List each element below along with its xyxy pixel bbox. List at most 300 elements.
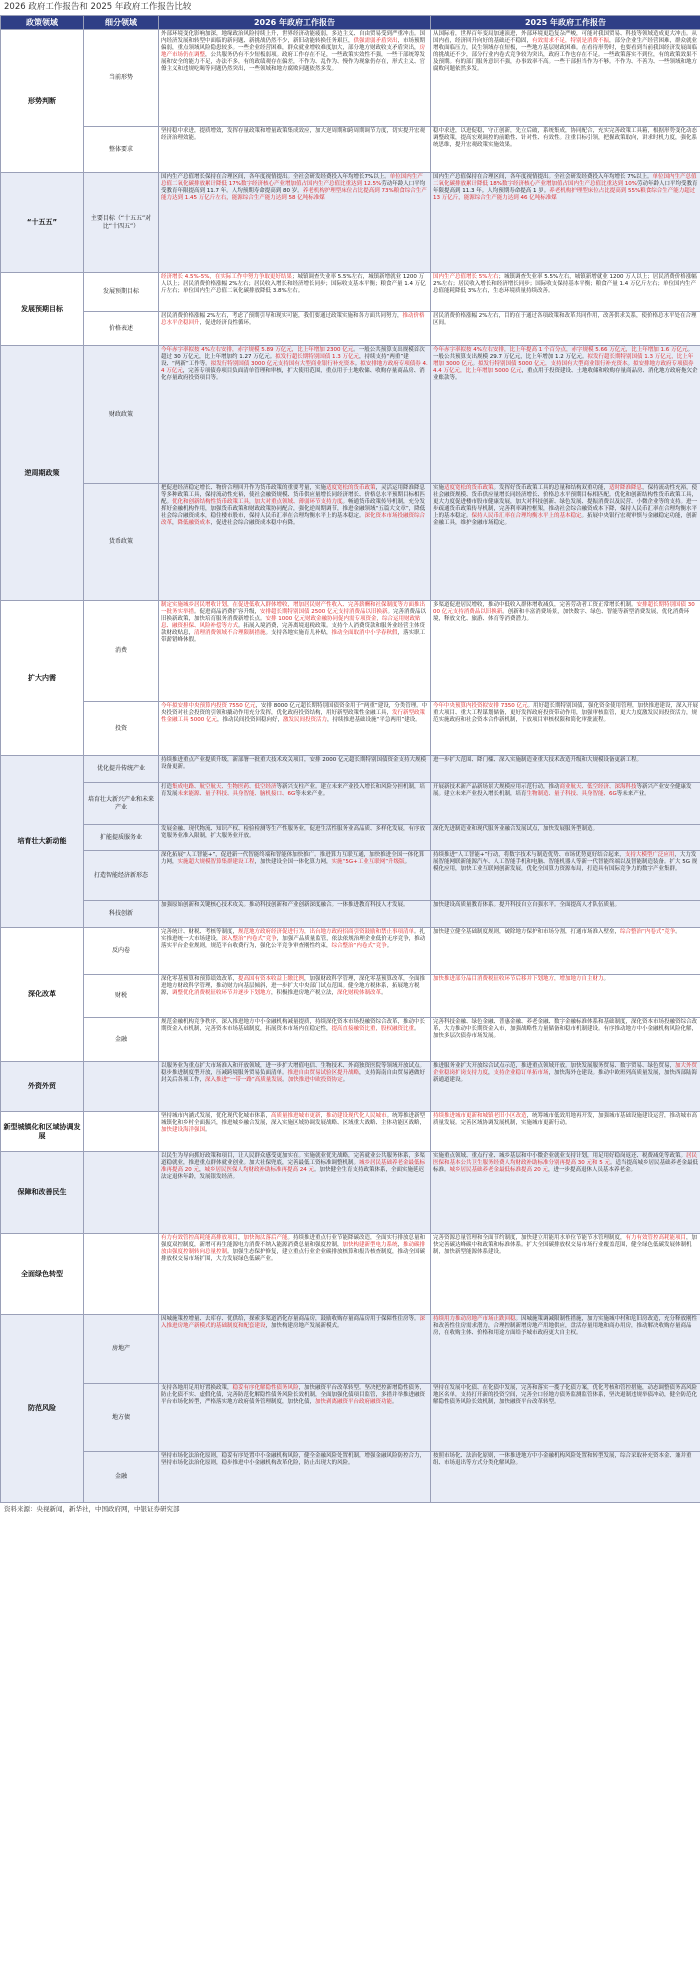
highlight-text: 有效需求不足，特别是消费不振 [532, 38, 610, 44]
highlight-text: 养老机构护理型床位占比提高到 55% [549, 188, 641, 194]
body-text: ， [199, 1167, 205, 1173]
body-text: 。 [627, 361, 634, 367]
body-text: ， [320, 1113, 327, 1119]
body-text: 打造 [161, 784, 173, 790]
report-2026-cell [159, 1315, 431, 1384]
body-text: 国内生产总值保持在合理区间，各年度视情提出。全社会研发经费投入年均增长 7%以上。 [433, 174, 653, 180]
body-text: 外部环境变化影响加深，地缘政治风险持续上升，世界经济动能疲弱，多边主义、自由贸易受到严重冲击。国内经济发展和转型中面临的新问题、新挑战仍然不少，新旧动能转换任务艰巨， [161, 31, 426, 44]
sub-area-cell [84, 1234, 159, 1315]
sub-area-cell: 房地产 [84, 1315, 159, 1384]
table-row [1, 346, 700, 484]
highlight-text: 清理消费领域不合理限制措施 [194, 630, 266, 636]
table-row [1, 825, 700, 851]
report-2025-cell [431, 30, 700, 127]
policy-area-cell: 全面绿色转型 [1, 1234, 84, 1315]
body-text: ，落实职工带薪错峰休假。 [161, 630, 426, 643]
body-text: 进一步扩大范围、降门槛、深入实施制造业重大技术改造升级和大规模设备更新工程。 [433, 757, 643, 763]
sub-area-cell: 打造智能经济新形态 [84, 851, 159, 901]
report-2025-cell [431, 312, 700, 346]
report-2025-cell [431, 484, 700, 601]
body-text: ，加快完善碳达峰碳中和政策和标准体系。扩大全国碳排放权交易市场行业覆盖范围，健全绿色低碳发展体制机制，加快新型能源体系建设。 [433, 1235, 698, 1255]
body-text: 推进服务业扩大开放综合试点示范，推进重点领域开放。加快发展服务贸易、数字贸易、绿色贸易， [433, 1063, 676, 1069]
body-text: 加快建设高质量教育体系。提升科技自立自强水平。全面提高人才队伍质量。 [433, 902, 621, 908]
policy-area-cell: 新型城镇化和区域协调发展 [1, 1112, 84, 1152]
report-2026-cell [159, 273, 431, 312]
table-row [1, 1112, 700, 1152]
body-text: 。一般公共预算支出规模首次超过 30 万亿元，比上年增加约 1.27 万亿元。 [161, 347, 425, 360]
highlight-text: 拟发行特别国债 5000 亿元，支持国有大型商业银行补充资本 [478, 361, 628, 367]
sub-area-cell: 科技创新 [84, 901, 159, 928]
table-row [1, 702, 700, 756]
report-2025-cell [431, 1234, 700, 1315]
policy-area-cell: 发展预期目标 [1, 273, 84, 346]
table-row [1, 1062, 700, 1112]
table-row [1, 851, 700, 901]
body-text: ，部分企业生产经营困难，群众就业增收面临压力，民生领域存在短板，一些地方基层财政困难。在看待形势时，也要看到当前我国经济发展面临的挑战还不少，部分行业内卷式竞争较为突出，政府工作也存在不足。一些政策落实不到位，有的政策效果不及预期。有的部门服务意识不强，办事效率不高。一些干部担当作为不够。不作为、不善为、一些领域和地方腐败问题依然多发。 [433, 38, 698, 72]
body-text: 深化拓展“人工智能+”，促进新一代智能终端和智能体加快推广。推进算力互联互通，加快推进全国一体化算力网， [161, 852, 425, 865]
body-text: ，统筹城市低效用地再开发，加强城市基础设施建设运营，推动城市高质量发展。完善区域协调发展机制，实施城市更新行动。 [433, 1113, 698, 1126]
body-text: ，加强财政科学管理，深化零基预算改革，全面推进地方财政科学管理，推动财力向基层倾斜，进一步扩大中央部门试点范围。健全地方税体系，拓展地方税源， [161, 976, 426, 996]
highlight-text: 推动建设现代化人民城市 [326, 1113, 387, 1119]
highlight-text: 安排超长期特别国债 2500 亿元支持消费品以旧换新 [260, 609, 388, 615]
body-text: 完善科技金融、绿色金融、普惠金融、养老金融、数字金融标准体系和基础制度，深化资本市场投融资综合改革，大力推动中长期资金入市，加强战略性力量储备和稳市机制建设。有序推动地方中小金融机构风险化解，加快多层次债券市场发展。 [433, 1019, 698, 1039]
highlight-text: 今年赤字率拟按 4%左右安排，比上年提高 1 个百分点，赤字规模 5.66 万亿元，比上年增加 1.6 万亿元 [433, 347, 688, 353]
body-text: ，促进社会综合融资成本稳中有降。 [210, 520, 299, 526]
report-2025-cell [431, 1112, 700, 1152]
body-text: 。 [472, 361, 479, 367]
body-text: 。 [342, 1077, 349, 1083]
body-text: 。因城施策调减限制性措施，加力实施城中村和危旧房改造，充分释放刚性和改善性住房需求潜力，合理控制新增房地产用地供应，盘活存量用地和商办用房，推动解决收购存量商品房，在收购主体、价格和用途方面给予城市政府更大自主权。 [433, 1316, 698, 1336]
highlight-text: 加大外贸企业稳岗扩岗支持力度 [433, 1063, 698, 1076]
body-text: 。促进商品消费扩容升级， [194, 609, 261, 615]
body-text: 发展金融、现代物流、知识产权、检验检测等生产性服务业，促进生活性服务业高品质、多样化发展，有序放宽服务业准入限制，扩大服务业开放。 [161, 826, 426, 839]
report-2025-cell [431, 1384, 700, 1452]
table-row [1, 173, 700, 273]
highlight-text: 集成电路、航空航天、生物医药、低空经济 [172, 784, 277, 790]
body-text: 完善资源总量管理和全面节约制度，加快建立用能用水单位节能节水管理制度， [433, 1235, 626, 1241]
report-2025-cell [431, 1152, 700, 1234]
highlight-text: 支持大模型广泛应用 [624, 852, 675, 858]
highlight-text: 今年赤字率拟按 4%左右安排，赤字规模 5.89 万亿元，比上年增加 2300 亿元 [161, 347, 354, 353]
report-2026-cell [159, 825, 431, 851]
body-text: 等未来产业。 [616, 791, 650, 797]
table-body [1, 30, 700, 1503]
body-text: 。 [404, 859, 411, 865]
highlight-text: 未来能源、量子科技、具身智能、脑机接口、6G [177, 791, 296, 797]
table-row [1, 928, 700, 975]
body-text: 等新兴产业安全健康发展。建立未来产业投入增长机制，培育 [433, 784, 692, 797]
report-2026-cell [159, 173, 431, 273]
highlight-text: 数字经济核心产业增加值占国内生产总值比重达到 12.5% [240, 181, 382, 187]
report-2025-cell [431, 273, 700, 312]
body-text: ，安排 8000 亿元超长期特别国债资金用于“两重”建设，分类管理。中央投资对社会投资的引领和撬动作用充分发挥，优化政府投资结构，用好新型政策性金融工具， [161, 703, 428, 716]
body-text: ，加快构建房地产发展新模式。 [265, 1323, 343, 1329]
table-row [1, 312, 700, 346]
body-text: ，持续支持“两重”建设、“两新”工作等。 [161, 354, 409, 367]
report-2026-cell [159, 975, 431, 1018]
sub-area-cell: 投资 [84, 702, 159, 756]
highlight-text: 实施超大规模智算集群建设工程 [177, 859, 255, 865]
highlight-text: 生物制造、量子科技、具身智能、6G [526, 791, 617, 797]
report-2026-cell [159, 346, 431, 484]
highlight-text: 加快推进部分品目消费税征收环节后移并下划地方，增加地方自主财力 [433, 976, 604, 982]
highlight-text: 城乡居民基础养老金最低标准提高 20 元 [449, 1167, 549, 1173]
table-row [1, 1152, 700, 1234]
sub-area-cell: 发展预期目标 [84, 273, 159, 312]
body-text: ，持续推进基础设施“平急两用”建设。 [327, 717, 421, 723]
report-2026-cell [159, 484, 431, 601]
body-text: 从国际看，世界百年变局加速演进，外部环境更趋复杂严峻，可能对我国贸易、科技等领域造成更大冲击。从国内看，经济回升向好的基础还不稳固， [433, 31, 698, 44]
highlight-text: 拟发行超长期特别国债 1.3 万亿元，比上年增加 3000 亿元 [433, 354, 694, 367]
highlight-text: 发行新型政策性金融工具 5000 亿元 [161, 710, 426, 723]
body-text: 把促进经济稳定增长、物价合理回升作为货币政策的重要考量，实施 [161, 485, 327, 491]
body-text: ，促进经济良性循环。 [199, 320, 255, 326]
table-row [1, 975, 700, 1018]
report-2026-cell [159, 928, 431, 975]
body-text: ，保持流动性充裕，使社会融资规模、货币供应量增长同经济增长、价格总水平预期目标相匹配。优化和创新结构性货币政策工具，更大力度促进楼市股市健康发展，加大对科技创新、绿色发展、提振消费以及民营、小微企业等的支持。进一步疏通货币政策传导机制，完善利率调控框架，推动社会综合融资成本下降，保持人民币汇率在合理均衡水平上的基本稳定。 [433, 485, 698, 519]
sub-area-cell: 优化提升传统产业 [84, 756, 159, 783]
body-text: ，推动民间投资回稳向好， [217, 717, 284, 723]
report-2026-cell [159, 1018, 431, 1062]
body-text: 。发挥好货币政策工具的总量和结构双重功能， [493, 485, 610, 491]
table-row [1, 1018, 700, 1062]
highlight-text: 适度宽松的货币政策 [326, 485, 376, 491]
body-text: 。 [354, 361, 361, 367]
body-text: 。 [675, 929, 681, 935]
body-text: 持续推进重点产业提质升级，新部署一批重大技术攻关项目，安排 2000 亿元超长期特别国债资金支持大规模设备更新。 [161, 757, 426, 770]
sub-area-cell: 货币政策 [84, 484, 159, 601]
report-2026-cell [159, 1112, 431, 1152]
highlight-text: 适度宽松的货币政策 [444, 485, 494, 491]
highlight-text: 综合整治“内卷式”竞争 [331, 943, 387, 949]
highlight-text: 单位国内生产总值二氧化碳排放累计降低 18% [433, 174, 697, 187]
highlight-text: 推动全面取消中小学春秋假 [331, 630, 398, 636]
highlight-text: 有力有效管控高耗能高排放项目 [161, 1235, 239, 1241]
body-text: ，积极推进房地产税立法， [271, 990, 338, 996]
highlight-text: 拟安排地方政府专项债券 4.4 万亿元，比上年增加 5000 亿元 [433, 361, 694, 374]
header-sub-area: 细分领域 [84, 16, 159, 30]
policy-comparison-table [0, 15, 700, 1503]
body-text: 等新兴支柱产业。建立未来产业投入增长和风险分担机制，培育发展 [161, 784, 426, 797]
table-row [1, 30, 700, 127]
table-row [1, 484, 700, 601]
body-text: 。加快健全生育支持政策体系，全面实施延迟法定退休年龄，发展银发经济。 [161, 1167, 425, 1180]
report-2025-cell [431, 1452, 700, 1503]
report-2025-cell [431, 928, 700, 975]
highlight-text: 持续用力推动房地产市场止跌回稳 [433, 1316, 516, 1322]
highlight-text: 今年拟安排中央预算内投资 7550 亿元 [161, 703, 256, 709]
highlight-text: 加快推进中欧投资协定 [287, 1077, 343, 1083]
document-caption: 2026 政府工作报告和 2025 年政府工作报告比较 [4, 2, 192, 12]
highlight-text: 城乡居民基础养老金最低标准再提高 20 元 [161, 1160, 426, 1173]
sub-area-cell: 地方债 [84, 1384, 159, 1452]
body-text: ，加强产品质量监管，依法依规治理企业低价无序竞争，推动落实平台企业规则，规范平台收费行为，强化公平竞争审查刚性约束， [161, 936, 426, 949]
highlight-text: 粮食综合生产能力超过 13 万亿斤，能源综合生产能力达到 46 亿吨标准煤 [433, 188, 696, 201]
report-2026-cell [159, 1152, 431, 1234]
highlight-text: 有力有效管控高耗能项目 [625, 1235, 687, 1241]
body-text: ，支持海南自由贸易港做好封关后各项工作， [161, 1070, 426, 1083]
body-text: 稳中求进，以进促稳，守正创新，先立后破，系统集成，协同配合，充实完善政策工具箱，根据形势变化动态调整政策，提高宏观调控的前瞻性、针对性、有效性。注重目标引领，把握政策取向，讲求时机力度，强化系统思维，提升宏观政策实施效果。 [433, 128, 698, 148]
highlight-text: 提高国有资本收益上缴比例 [238, 976, 305, 982]
highlight-text: 拟发行超长期特别国债 1.3 万亿元 [275, 354, 359, 360]
body-text: ；城镇调查失业率 5.5%左右，城镇新增就业 1200 万人以上；居民消费价格涨幅 2%左右；居民收入增长和经济增长同步；国际收支保持基本平衡；粮食产量 1.4 万亿斤左右；单位国内生产总值能耗降低 3%左右，生态环境质量持续改善。 [433, 274, 697, 294]
body-text: 。用好超长期特别国债，强化资金使用管理，加快推进建设，深入开展重大项目、重大工程谋划储备，更好发挥政府投资带动作用，加强审核监管，更大力度激发民间投资活力，规范实施政府和社会资本合作新机制，下放项目审核权限和简化审批流程。 [433, 703, 699, 723]
report-2026-cell [159, 851, 431, 901]
report-2026-cell [159, 127, 431, 173]
report-2025-cell [431, 756, 700, 783]
policy-area-cell: 深化改革 [1, 928, 84, 1062]
policy-area-cell: 保障和改善民生 [1, 1152, 84, 1234]
report-2026-cell [159, 901, 431, 928]
body-text: 。 [205, 1127, 211, 1133]
body-text: 坚持稳中求进，提质增效，发挥存量政策和增量政策集成效应，加大逆周期和跨周期调节力度，切实提升宏观经济治理效能。 [161, 128, 426, 141]
highlight-text: 拟发行特别国债 3000 亿元支持国有大型商业银行补充资本 [210, 361, 355, 367]
report-2026-cell [159, 783, 431, 825]
policy-area-cell: 形势判断 [1, 30, 84, 173]
highlight-text: 实施“5G+工业互联网”升级版 [331, 859, 405, 865]
sub-area-cell [84, 1152, 159, 1234]
sub-area-cell: 培育壮大新兴产业和未来产业 [84, 783, 159, 825]
report-2025-cell [431, 173, 700, 273]
policy-area-cell: 逆周期政策 [1, 346, 84, 601]
body-text: 深化零基预算和预算绩效改革， [161, 976, 239, 982]
highlight-text: 居民医保和基本公共卫生服务经费人均财政补助标准分别再提高 30 元和 5 元 [433, 1153, 698, 1166]
table-row [1, 273, 700, 312]
highlight-text: 拟安排地方政府专项债券 4.4 万亿元 [161, 361, 428, 374]
policy-area-cell: 扩大内需 [1, 601, 84, 756]
report-2026-cell [159, 702, 431, 756]
body-text: 以服务业为重点扩大市场准入和开放领域，进一步扩大增值电信、生物技术、外商独资医院等领域开放试点。稳步推进制度型开放，压减跨境服务贸易负面清单。 [161, 1063, 426, 1076]
report-2025-cell [431, 1062, 700, 1112]
body-text: 。扎实推进统一大市场建设， [161, 929, 426, 942]
highlight-text: 优化和创新结构性货币政策工具，加大对重点领域、薄弱环节支持力度 [172, 499, 343, 505]
report-2025-cell [431, 825, 700, 851]
highlight-text: 粮食综合生产能力达到 1.45 万亿斤左右，能源综合生产能力达到 58 亿吨标准煤 [161, 188, 427, 201]
body-text: 实施 [433, 485, 445, 491]
highlight-text: 高质量推进城市更新 [271, 1113, 321, 1119]
body-text: 坚持市场化法治化原则，稳妥有序处置中小金融机构风险，健全金融风险处置机制，增强金融风险防控合力，坚持市场化法治化原则，稳步推进中小金融机构改革化险，防止出现大的风险。 [161, 1453, 426, 1466]
body-text: ，进一步提高退休人员基本养老金。 [548, 1167, 637, 1173]
report-2026-cell [159, 1062, 431, 1112]
table-row [1, 1315, 700, 1384]
highlight-text: 调整优化消费税征收环节并逐步下划地方 [172, 990, 272, 996]
body-text: 。加强生态保护修复，建立重点行业企业碳排放核算和报告核查制度，推动全国碳排放权交易市场扩围，大力发展绿色低碳产业。 [161, 1249, 426, 1262]
sub-area-cell [84, 1062, 159, 1112]
sub-area-cell: 整体要求 [84, 127, 159, 173]
body-text: 。统筹推进新型城镇化和乡村全面振兴，推进城乡融合发展，深入实施区域协调发展战略、区域重大战略、主体功能区战略， [161, 1113, 426, 1126]
report-2025-cell [431, 601, 700, 702]
body-text: 持续推进“人工智能+”行动，将数字技术与制造优势、市场优势更好结合起来， [433, 852, 625, 858]
highlight-text: 适时降准降息 [609, 485, 643, 491]
highlight-text: 持续推进城市更新和城镇老旧小区改造 [433, 1113, 527, 1119]
body-text: 。 [386, 943, 393, 949]
highlight-text: 深入推进房地产新模式的基础制度和配套建设 [161, 1316, 426, 1329]
body-text: 。支持各地实施育儿补贴， [265, 630, 332, 636]
highlight-text: 推进自由贸易试验区提升战略 [287, 1070, 360, 1076]
body-text: ，灵活运用降准降息等多种政策工具，保持流动性充裕，使社会融资规模、货币供应量增长同经济增长、价格总水平预期目标相匹配。 [161, 485, 426, 505]
body-text: 居民消费价格涨幅 2%左右，目的在于通过各项政策和改革共同作用，改善供求关系，使价格总水平处在合理区间。 [433, 313, 697, 326]
policy-area-cell: 防范风险 [1, 1315, 84, 1503]
body-text: 加强原始创新和关键核心技术攻关。推动科技创新和产业创新深度融合。一体推进教育科技人才发展。 [161, 902, 409, 908]
highlight-text: 激发民间投资活力 [283, 717, 328, 723]
highlight-text: 单位国内生产总值二氧化碳排放累计降低 17% [161, 174, 423, 187]
sub-area-cell: 反内卷 [84, 928, 159, 975]
highlight-text: 加快剥离融资平台政府融资功能 [315, 1399, 393, 1405]
body-text: 按照市场化、法治化原则，一体推进地方中小金融机构风险处置和转型发展，综合采取补充资本金、兼并重组、市场退出等方式分类化解风险。 [433, 1453, 692, 1466]
report-2026-cell [159, 312, 431, 346]
body-text: ；城镇调查失业率 5.5%左右，城镇新增就业 1200 万人以上；居民消费价格涨幅 2%左右；居民收入增长和经济增长同步；国际收支基本平衡；粮食产量 1.4 万亿斤左右；单位国内生产总值二氧化碳排放降低 3.8%左右。 [161, 274, 426, 294]
sub-area-cell: 主要目标（“十五五”对比“十四五”） [84, 173, 159, 273]
body-text: 实施重点领域、重点行业、城乡基层和中小微企业就业支持计划，用足用好稳岗返还、税费减免等政策。 [433, 1153, 687, 1159]
body-text: ，完善专项债券项目负面清单管理和审核，扩大使用范围，重点用于土地收储、收购存量商品房、消化存量政府投资项目等。 [161, 368, 425, 381]
sub-area-cell: 金融 [84, 1452, 159, 1503]
body-text: 等未来产业。 [295, 791, 329, 797]
report-2025-cell [431, 901, 700, 928]
body-text: 劳动年龄人口平均受教育年限提高到 11.3 年。人均预期寿命提高 1 岁。 [433, 181, 698, 194]
policy-area-cell: “十五五” [1, 173, 84, 273]
body-text: ， [488, 1070, 494, 1076]
highlight-text: 推动价格总水平企稳回升 [161, 313, 425, 326]
report-2026-cell [159, 30, 431, 127]
highlight-text: 安排 1000 亿元财政金融协同促内需专项资金，综合运用财政贴息、融资担保、风险补偿等方式 [161, 616, 421, 629]
body-text: ，市场预期偏弱，重点领域风险隐患较多。一些企业经营困难，群众就业增收难度加大，部分地方财政收支矛盾突出， [161, 38, 426, 51]
body-text: 居民消费价格涨幅 2%左右，考虑了预期引导和现实可能，我们要通过政策实施和各方面共同努力， [161, 313, 403, 319]
report-2026-cell [159, 601, 431, 702]
body-text: ， [397, 1242, 404, 1248]
body-text: 。 [603, 976, 610, 982]
body-text: 多渠道促进居民增收，推动中低收入群体增收减负，完善劳动者工资正常增长机制。 [433, 602, 637, 608]
table-row [1, 1234, 700, 1315]
body-text: 。一般公共预算支出规模 29.7 万亿元，比上年增加 1.2 万亿元。 [433, 347, 693, 360]
report-2025-cell [431, 1315, 700, 1384]
source-note: 资料来源：央视新闻，新华社，中国政府网，中银证券研究部 [4, 1505, 180, 1513]
body-text: ，加快海外仓建设。推动中欧班列高质量发展，加快西部陆海新通道建设。 [433, 1070, 698, 1083]
table-row [1, 601, 700, 702]
table-row [1, 756, 700, 783]
header-report-2026: 2026 年政府工作报告 [159, 16, 431, 30]
highlight-text: 国内生产总值增长 5%左右 [433, 274, 499, 280]
report-2025-cell [431, 1018, 700, 1062]
highlight-text: 深入推进“一带一路”高质量发展 [205, 1077, 283, 1083]
report-2025-cell [431, 851, 700, 901]
body-text: 。拓展中央银行宏观审慎与金融稳定功能，创新金融工具，维护金融市场稳定。 [433, 513, 698, 526]
highlight-text: 商业航天、低空经济、深海科技 [559, 784, 637, 790]
body-text: 完善统计、财税、考核等制度， [161, 929, 239, 935]
highlight-text: 提高直接融资比重，股权融资比重 [331, 1026, 415, 1032]
report-2025-cell [431, 127, 700, 173]
sub-area-cell: 财税 [84, 975, 159, 1018]
sub-area-cell: 价格表述 [84, 312, 159, 346]
table-row [1, 783, 700, 825]
highlight-text: 加快淘汰落后产能 [243, 1235, 288, 1241]
highlight-text: 安排超长期特别国债 3000 亿元支持消费品以旧换新 [433, 602, 695, 615]
highlight-text: 数字经济核心产业增加值占国内生产总值比重达到 10% [501, 181, 637, 187]
body-text: ， [238, 1235, 244, 1241]
report-2025-cell [431, 783, 700, 825]
table-row [1, 1384, 700, 1452]
report-2025-cell [431, 346, 700, 484]
header-policy-area: 政策领域 [1, 16, 84, 30]
body-text: 加快建立健全基础制度规则，破除地方保护和市场分割，打通市场准入壁垒， [433, 929, 621, 935]
highlight-text: 经济增长 4.5%-5%，在实际工作中努力争取更好结果 [161, 274, 292, 280]
report-2025-cell [431, 975, 700, 1018]
body-text: 。拓展入境消费，完善离境退税政策。支持个人消费贷款和服务业经营主体贷款财政贴息， [161, 623, 426, 636]
body-text: 。 [502, 609, 508, 615]
header-report-2025: 2025 年政府工作报告 [431, 16, 700, 30]
highlight-text: 深入整治“内卷式”竞争 [221, 936, 277, 942]
report-2026-cell [159, 1234, 431, 1315]
report-2026-cell [159, 756, 431, 783]
highlight-text: 供强需弱矛盾突出 [353, 38, 398, 44]
body-text: ，加快融资平台改革转型。坚决把控新增隐性债务，防止化债不实、虚假化债，完善防范化解隐性债务风险长效机制，全面加强化债项目监管，多措并举推进融资平台市场化转型，严格落实地方政府债务管理制度，加快化债， [161, 1385, 426, 1405]
body-text: 以民生为导向抓好政策和项目，让人民群众感受更加实在。实施就业优先战略，完善就业公共服务体系，多渠道稳就业，推进重点群体就业创业。加大社保兜底，完善最低工资标准调整机制。 [161, 1153, 426, 1166]
highlight-text: 制定实施城乡居民增收计划，在促进低收入群体增收，增加居民财产性收入、完善薪酬和社保制度等方面推出一批务实举措 [161, 602, 426, 615]
highlight-text: 稳妥有序化解隐性债务风险 [232, 1385, 299, 1391]
highlight-text: 深化资本市场投融资综合改革 [161, 513, 426, 526]
body-text: 因城施策控增量、去库存、优供给，探索多渠道消化存量商品房，鼓励收购存量商品房用于保障性住房等。 [161, 1316, 420, 1322]
table-row [1, 127, 700, 173]
body-text: 。持续推进重点行业节能降碳改造，全面实行排放总量和强度双控制度，新增可再生能源电力消费不纳入能源消费总量和强度控制， [161, 1235, 426, 1248]
highlight-text: 深化财税体制改革 [337, 990, 382, 996]
report-2026-cell [159, 1452, 431, 1503]
policy-area-cell: 外资外贸 [1, 1062, 84, 1112]
highlight-text: 保持人民币汇率在合理均衡水平上的基本稳定 [471, 513, 582, 519]
sub-area-cell: 金融 [84, 1018, 159, 1062]
body-text: ，重点用于投资建设、土地收储和收购存量商品房、消化地方政府拖欠企业账款等。 [433, 368, 698, 381]
body-text: ，加快建设全国一体化算力网， [254, 859, 332, 865]
body-text: ，公共服务仍有不少短板弱项。政府工作存在不足，一些政策实效性不强，一些干部统筹发展和安全的能力不足，办法不多，有的政绩观存在偏差，不作为、乱作为、慢作为现象仍存在，形式主义、官僚主义和违规吃喝等问题仍然突出，一些领域和地方腐败问题依然多发。 [161, 52, 426, 72]
body-text: ，大力发展智能网联新能源汽车、人工智能手机和电脑、智能机器人等新一代智能终端以及智能制造装备。扩大 5G 规模化应用，加快工业互联网创新发展，优化全国算力资源布局，打造具有国际竞争力的数字产业集群。 [433, 852, 698, 872]
highlight-text: 推动碳排放由强度控制转向总量控制 [161, 1242, 426, 1255]
highlight-text: 今年中央预算内投资拟安排 7350 亿元 [433, 703, 528, 709]
body-text: 。 [381, 990, 387, 996]
policy-area-cell: 培育壮大新动能 [1, 756, 84, 928]
body-text: 。 [414, 1026, 420, 1032]
body-text: 国内生产总值增长保持在合理区间，各年度视情提出。全社会研发经费投入年均增长7%以上。 [161, 174, 390, 180]
sub-area-cell [84, 1112, 159, 1152]
highlight-text: 规范地方政府经济促进行为，出台地方政府招商引资鼓励和禁止事项清单 [238, 929, 415, 935]
body-text: 坚持城市内涵式发展，优化现代化城市体系， [161, 1113, 272, 1119]
body-text: 坚持在发展中化债、在化债中发展，完善和落实一揽子化债方案，优化考核和管控措施，动态调整债务高风险地区名单，支持打开新的投资空间，完善全口径地方债务监测监管体系，坚决遏制违规举债冲动，健全防范化解隐性债务风险长效机制，加快融资平台改革转型。 [433, 1385, 698, 1405]
sub-area-cell: 当前形势 [84, 30, 159, 127]
body-text: 创新和丰富消费场景，加快数字、绿色、智能等新型消费发展，优化消费环境，释放文化、旅游、体育等消费潜力。 [433, 609, 690, 622]
sub-area-cell: 扩能提质服务业 [84, 825, 159, 851]
sub-area-cell: 财政政策 [84, 346, 159, 484]
body-text: 支持各地用足用好置换政策， [161, 1385, 233, 1391]
highlight-text: 支持企业稳订单拓市场 [493, 1070, 549, 1076]
report-2026-cell [159, 1384, 431, 1452]
body-text: 规范金融机构竞争秩序，深入推进地方中小金融机构减量提质，持续深化资本市场投融资综合改革，推动中长期资金入市机制，完善资本市场基础制度，拓展资本市场内在稳定性， [161, 1019, 426, 1032]
report-2025-cell [431, 702, 700, 756]
highlight-text: 降低融资成本 [177, 520, 211, 526]
highlight-text: 加快构建新型电力系统 [342, 1242, 398, 1248]
table-row [1, 901, 700, 928]
body-text: 。 [392, 1399, 398, 1405]
highlight-text: 房地产市场仍在调整 [161, 45, 426, 58]
highlight-text: 养老机构护理型床位占比提高到 73% [302, 188, 394, 194]
highlight-text: 城乡居民医保人均财政补助标准再提高 24 元 [204, 1167, 315, 1173]
body-text: 。畅通货币政策传导机制，充分发挥好金融机构作用，加强货币政策和财政政策协同配合，强化逆周期调节，推进金融领域“五篇大文章”，降低社会综合融资成本，稳住楼市股市，保持人民币汇率在合理均衡水平上的基本稳定。 [161, 499, 426, 519]
sub-area-cell: 消费 [84, 601, 159, 702]
table-row [1, 1452, 700, 1503]
highlight-text: 加快建设海洋强国 [161, 1127, 206, 1133]
body-text: 。完善消费品以旧换新政策，加快培育服务消费新增长点。 [161, 609, 427, 622]
body-text: 。 [282, 1077, 288, 1083]
highlight-text: 综合整治“内卷式”竞争 [620, 929, 676, 935]
body-text: ， [172, 520, 178, 526]
body-text: 劳动年龄人口平均受教育年限提高到 11.7 年。人均预期寿命提高到 80 岁。 [161, 181, 426, 194]
body-text: 开展新技术新产品新场景大规模应用示范行动，推动 [433, 784, 560, 790]
